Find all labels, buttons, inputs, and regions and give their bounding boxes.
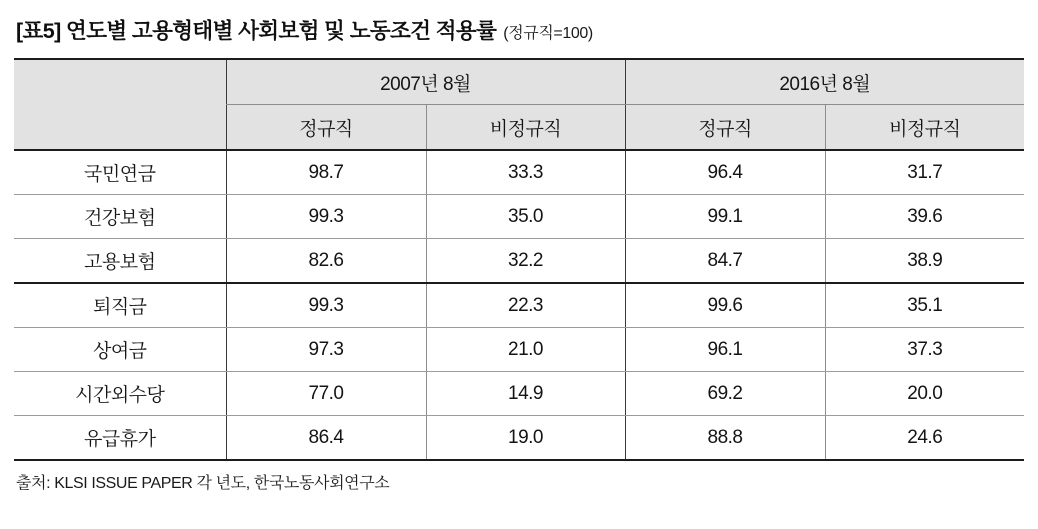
subheader-blank xyxy=(14,105,226,151)
subheader-2016-nonregular: 비정규직 xyxy=(825,105,1024,151)
cell-value: 84.7 xyxy=(625,239,825,284)
cell-value: 97.3 xyxy=(226,328,426,372)
cell-value: 14.9 xyxy=(426,372,625,416)
subheader-2016-regular: 정규직 xyxy=(625,105,825,151)
cell-value: 35.0 xyxy=(426,195,625,239)
cell-value: 99.1 xyxy=(625,195,825,239)
row-label: 상여금 xyxy=(14,328,226,372)
table-corner-cell xyxy=(14,59,226,105)
title-sub-text: (정규직=100) xyxy=(503,25,593,42)
group-header-2007: 2007년 8월 xyxy=(226,59,625,105)
table-row xyxy=(14,283,1024,328)
row-label: 퇴직금 xyxy=(14,283,226,328)
cell-value: 77.0 xyxy=(226,372,426,416)
cell-value: 38.9 xyxy=(825,239,1024,284)
group-header-2016: 2016년 8월 xyxy=(625,59,1024,105)
cell-value: 24.6 xyxy=(825,416,1024,461)
cell-value: 21.0 xyxy=(426,328,625,372)
table-row xyxy=(14,195,1024,239)
cell-value: 82.6 xyxy=(226,239,426,284)
subheader-2007-regular: 정규직 xyxy=(226,105,426,151)
cell-value: 31.7 xyxy=(825,150,1024,195)
cell-value: 88.8 xyxy=(625,416,825,461)
cell-value: 39.6 xyxy=(825,195,1024,239)
table-header-row-subs xyxy=(14,105,1024,151)
row-label: 유급휴가 xyxy=(14,416,226,461)
row-label: 건강보험 xyxy=(14,195,226,239)
cell-value: 98.7 xyxy=(226,150,426,195)
table-row xyxy=(14,416,1024,461)
cell-value: 99.3 xyxy=(226,195,426,239)
cell-value: 20.0 xyxy=(825,372,1024,416)
cell-value: 19.0 xyxy=(426,416,625,461)
cell-value: 22.3 xyxy=(426,283,625,328)
cell-value: 96.1 xyxy=(625,328,825,372)
page-title xyxy=(14,14,1024,45)
cell-value: 37.3 xyxy=(825,328,1024,372)
row-label: 시간외수당 xyxy=(14,372,226,416)
table-row xyxy=(14,150,1024,195)
subheader-2007-nonregular: 비정규직 xyxy=(426,105,625,151)
source-note: 출처: KLSI ISSUE PAPER 각 년도, 한국노동사회연구소 xyxy=(16,475,390,492)
table-row xyxy=(14,239,1024,284)
cell-value: 32.2 xyxy=(426,239,625,284)
cell-value: 99.6 xyxy=(625,283,825,328)
row-label: 고용보험 xyxy=(14,239,226,284)
cell-value: 69.2 xyxy=(625,372,825,416)
table-header xyxy=(14,59,1024,150)
cell-value: 35.1 xyxy=(825,283,1024,328)
table-header-row-groups xyxy=(14,59,1024,105)
cell-value: 96.4 xyxy=(625,150,825,195)
table-body xyxy=(14,150,1024,460)
statistics-table xyxy=(14,58,1024,461)
cell-value: 86.4 xyxy=(226,416,426,461)
title-main-text: [표5] 연도별 고용형태별 사회보험 및 노동조건 적용률 xyxy=(16,19,497,43)
cell-value: 33.3 xyxy=(426,150,625,195)
row-label: 국민연금 xyxy=(14,150,226,195)
table-row xyxy=(14,328,1024,372)
cell-value: 99.3 xyxy=(226,283,426,328)
table-row xyxy=(14,372,1024,416)
